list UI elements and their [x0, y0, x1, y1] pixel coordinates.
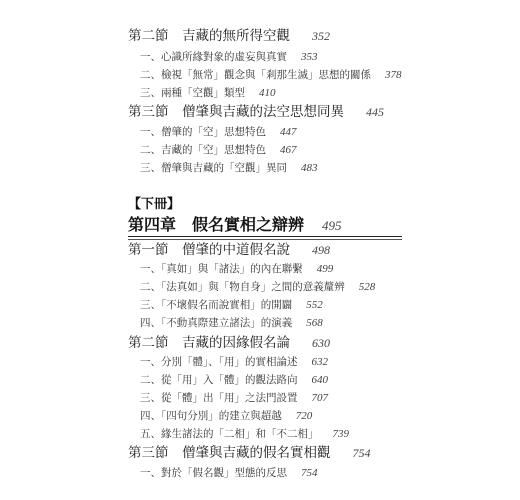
toc-subsection [140, 163, 318, 174]
entry-title: 第三節 僧肇與吉藏的法空思想同異 [128, 104, 344, 120]
entry-title: 一、「真如」與「諸法」的內在聯繫 [140, 263, 303, 275]
toc-subsection [140, 375, 328, 386]
entry-title: 四、「不動真際建立諸法」的演義 [140, 317, 293, 329]
entry-title: 三、兩種「空觀」類型 [140, 87, 245, 99]
entry-title: 三、僧肇與吉藏的「空觀」異同 [140, 162, 287, 174]
toc-subsection [140, 318, 323, 329]
entry-title: 一、僧肇的「空」思想特色 [140, 126, 266, 138]
entry-title: 二、吉藏的「空」思想特色 [140, 144, 266, 156]
toc-subsection [140, 300, 323, 311]
page-number: 483 [301, 162, 318, 174]
toc-section [128, 30, 330, 44]
entry-title: 第一節 僧肇的中道假名說 [128, 242, 290, 258]
entry-title: 一、分別「體」、「用」的實相論述 [140, 356, 298, 368]
page-number: 528 [358, 281, 376, 293]
page-number: 499 [316, 263, 334, 275]
toc-section [128, 106, 384, 120]
chapter-rule-thin [128, 239, 402, 240]
page-number: 552 [306, 299, 323, 311]
page-number: 495 [322, 218, 342, 233]
entry-title: 二、從「用」入「體」的觀法路向 [140, 374, 298, 386]
entry-title: 三、從「體」出「用」之法門設置 [140, 392, 298, 404]
page-number: 720 [295, 410, 313, 422]
page-number: 640 [311, 374, 328, 386]
page-number: 445 [366, 105, 384, 119]
page-number: 739 [332, 428, 349, 440]
toc-subsection [140, 88, 276, 99]
toc-subsection [140, 70, 402, 81]
page-number: 353 [301, 51, 318, 63]
toc-subsection [140, 357, 328, 368]
entry-title: 第四章 假名實相之辯辨 [128, 215, 305, 234]
toc-subsection [140, 264, 333, 275]
toc-subsection [140, 127, 297, 138]
toc-subsection [140, 393, 328, 404]
entry-title: 第二節 吉藏的因緣假名論 [128, 335, 290, 351]
page-number: 498 [312, 243, 330, 257]
chapter-heading [128, 217, 342, 233]
page-number: 707 [311, 392, 328, 404]
page-number: 754 [301, 467, 318, 479]
page-number: 630 [312, 336, 330, 350]
page-number: 568 [306, 317, 323, 329]
chapter-rule [128, 236, 402, 237]
toc-section [128, 337, 330, 351]
entry-title: 一、心識所緣對象的虛妄與真實 [140, 51, 287, 63]
toc-subsection [140, 282, 375, 293]
page-number: 632 [311, 356, 328, 368]
entry-title: 第三節 僧肇與吉藏的假名實相觀 [128, 445, 331, 461]
entry-title: 三、「不壞假名而說實相」的開闢 [140, 299, 293, 311]
toc-subsection [140, 52, 318, 63]
entry-title: 五、緣生諸法的「二相」和「不二相」 [140, 428, 319, 440]
toc-section [128, 447, 371, 461]
page-number: 378 [385, 69, 402, 81]
entry-title: 第二節 吉藏的無所得空觀 [128, 28, 290, 44]
entry-title: 二、「法真如」與「物自身」之間的意義釐辨 [140, 281, 345, 293]
volume-heading: 【下冊】 [128, 197, 181, 212]
toc-subsection [140, 145, 297, 156]
page-number: 467 [280, 144, 297, 156]
page-number: 410 [259, 87, 276, 99]
entry-title: 四、「四句分別」的建立與超越 [140, 410, 282, 422]
toc-subsection [140, 429, 349, 440]
toc-subsection [140, 468, 318, 479]
entry-title: 二、檢視「無常」觀念與「剎那生滅」思想的關係 [140, 69, 371, 81]
page-number: 352 [312, 29, 330, 43]
page-number: 447 [280, 126, 297, 138]
entry-title: 一、對於「假名觀」型態的反思 [140, 467, 287, 479]
toc-subsection [140, 411, 312, 422]
toc-section [128, 244, 330, 258]
page-number: 754 [352, 446, 371, 460]
